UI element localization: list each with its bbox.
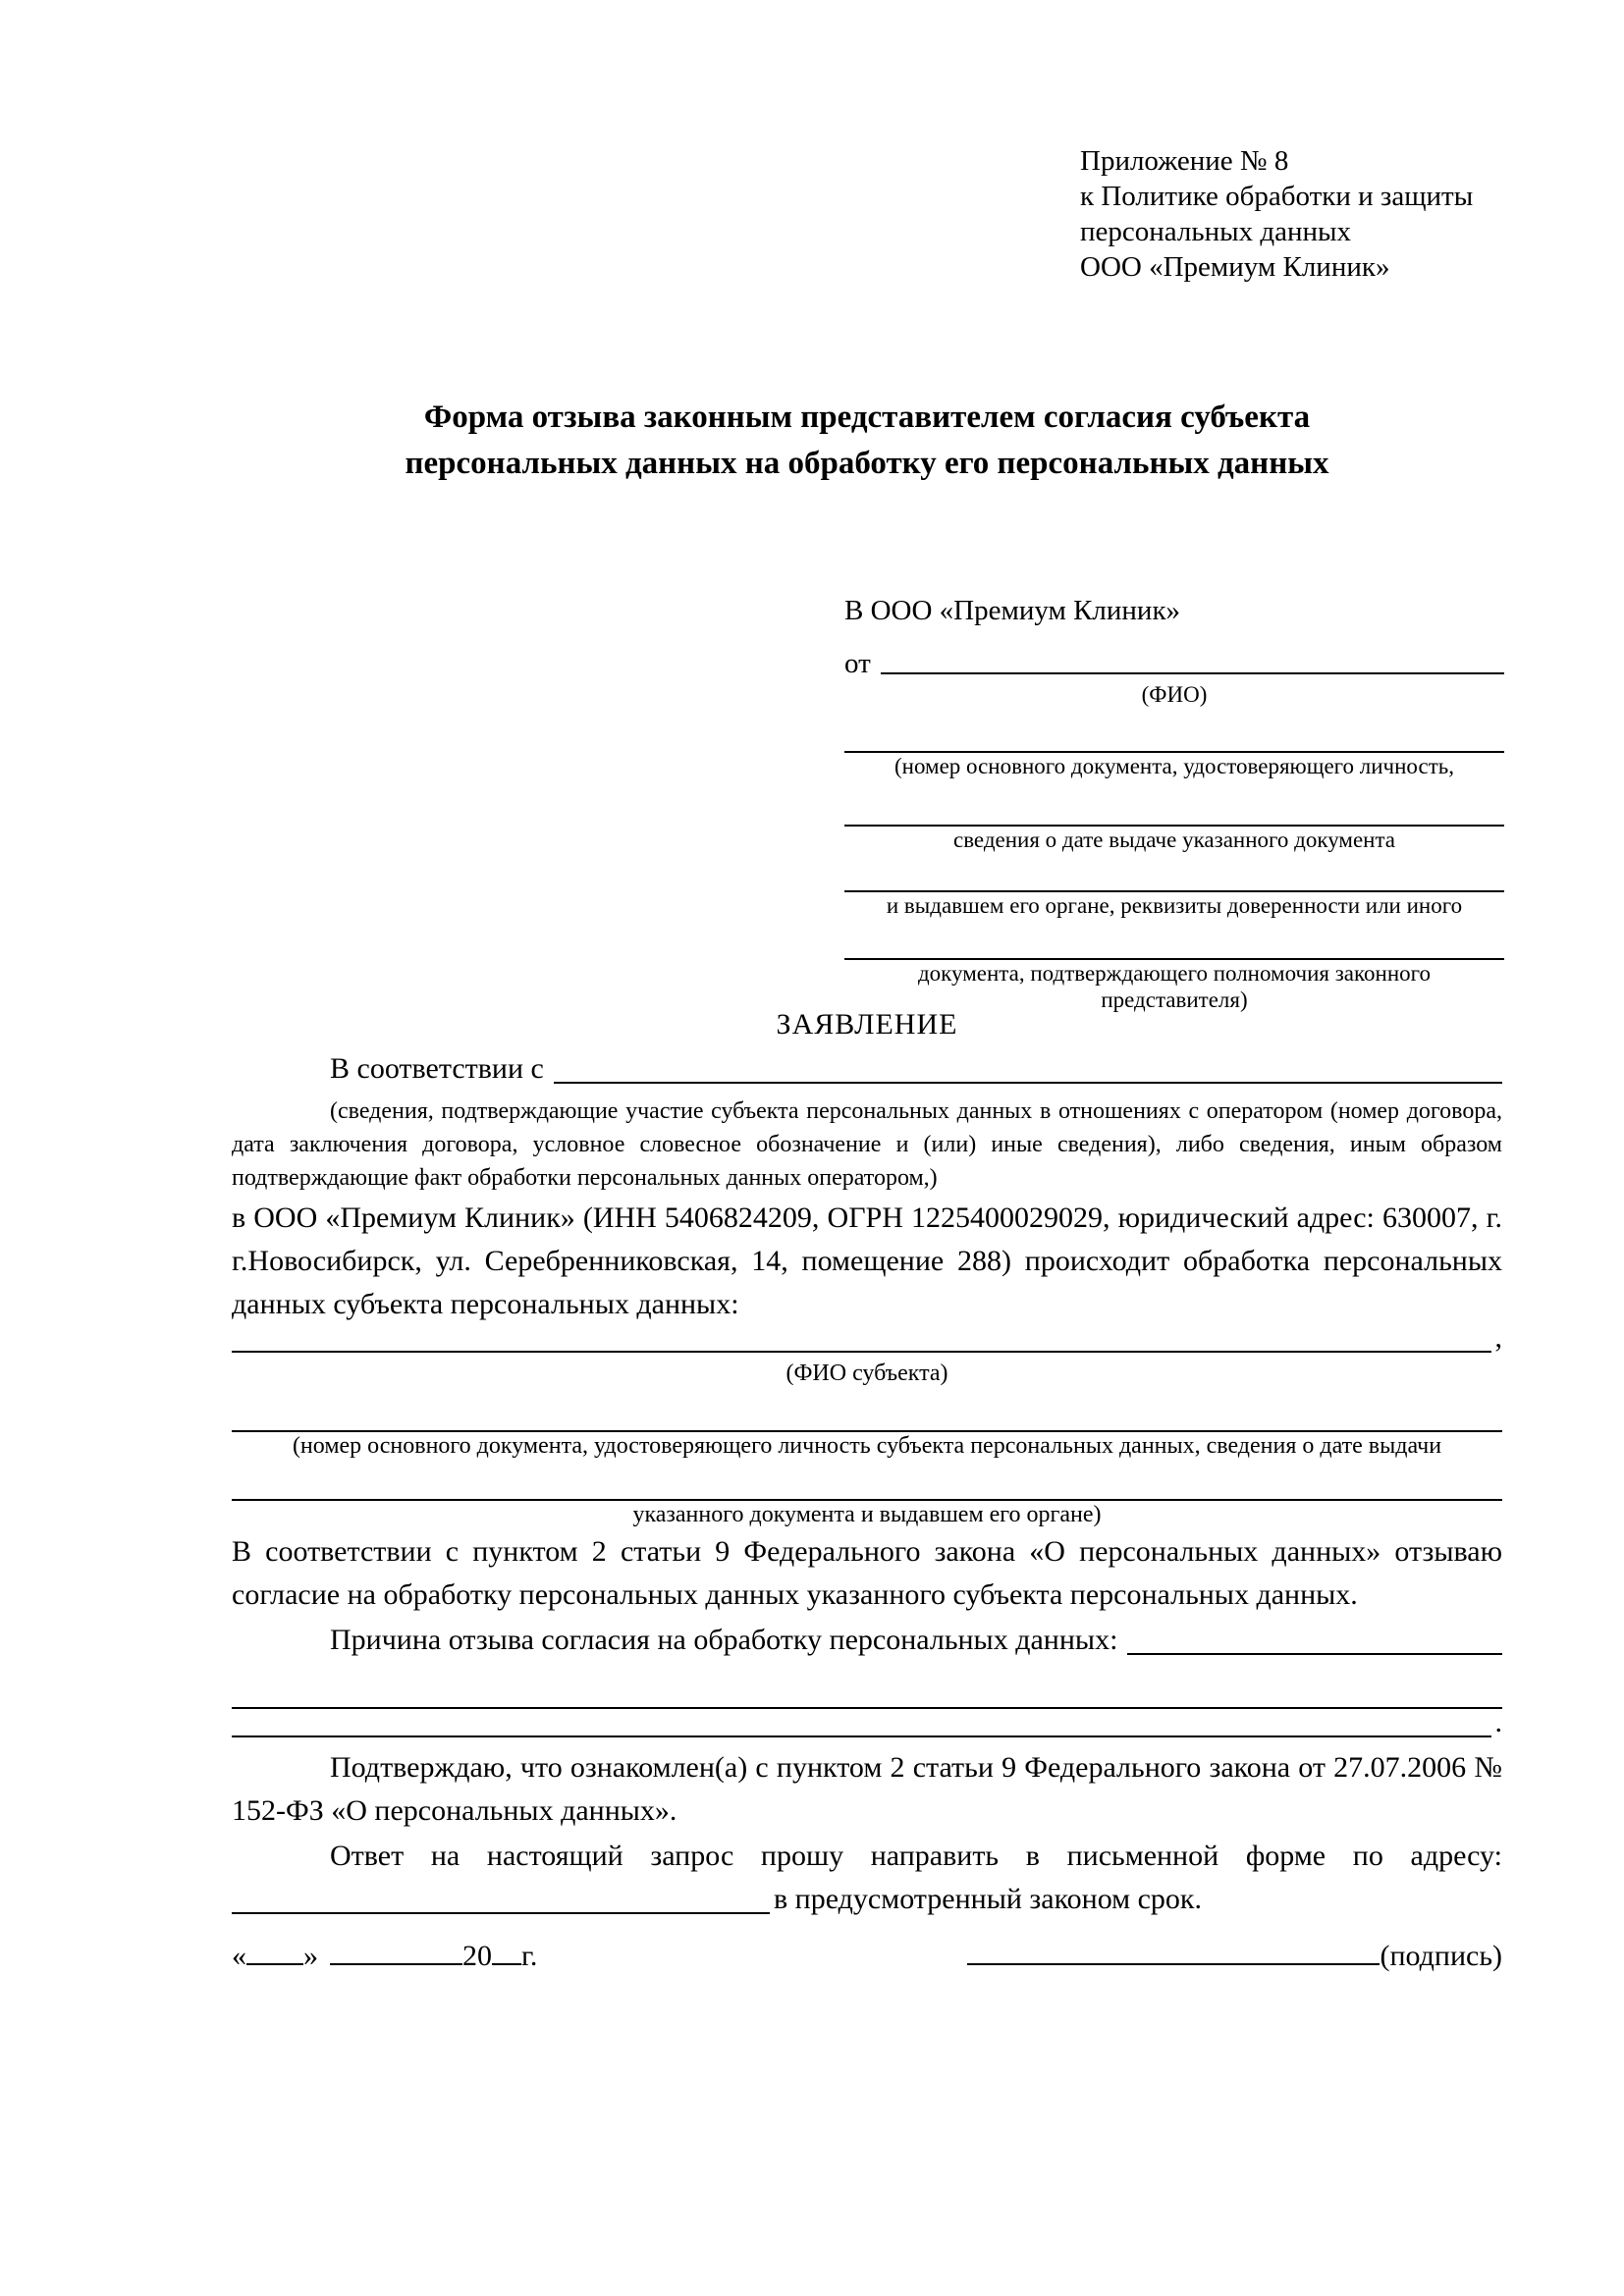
month-blank[interactable] — [330, 1940, 462, 1965]
addressee-org: В ООО «Премиум Клиник» — [844, 595, 1181, 626]
representative-doc-number-blank[interactable] — [844, 708, 1504, 753]
doc-number-caption: (номер основного документа, удостоверяющего личность, — [893, 754, 1454, 778]
appendix-line: к Политике обработки и защиты — [1080, 181, 1474, 212]
signature-caption: (подпись) — [1380, 1940, 1502, 1972]
signature-blank[interactable] — [967, 1940, 1380, 1965]
reply-address-blank[interactable] — [232, 1893, 770, 1914]
subject-doc-caption-2: указанного документа и выдавшем его органе) — [632, 1502, 1102, 1527]
subject-doc-blank[interactable] — [232, 1387, 1502, 1432]
year-suffix: г. — [521, 1940, 538, 1972]
day-blank[interactable] — [246, 1940, 303, 1965]
trailing-comma: , — [1494, 1321, 1502, 1354]
appendix-line: ООО «Премиум Клиник» — [1080, 251, 1390, 283]
basis-row — [232, 1046, 1502, 1091]
document-title — [232, 395, 1502, 487]
reason-line-2-blank[interactable] — [232, 1716, 1491, 1737]
trailing-period: . — [1494, 1706, 1502, 1738]
title-line-1: Форма отзыва законным представителем согласия субъекта — [423, 400, 1311, 435]
reason-line-blank[interactable] — [232, 1670, 1502, 1709]
statement-body — [232, 1003, 1502, 1978]
subject-fio-blank[interactable] — [232, 1331, 1491, 1353]
date-field — [232, 1935, 537, 1978]
reason-lead: Причина отзыва согласия на обработку персональных данных: — [330, 1624, 1118, 1656]
confirm-paragraph: Подтверждаю, что ознакомлен(а) с пунктом 2 статьи 9 Федерального закона от 27.07.2006 № 152-ФЗ «О персональных данных». — [232, 1751, 1502, 1827]
reason-blank[interactable] — [1127, 1633, 1502, 1655]
reply-address-row — [232, 1878, 1502, 1921]
subject-doc-issuer-blank[interactable] — [232, 1460, 1502, 1501]
fio-caption: (ФИО) — [1141, 682, 1208, 707]
basis-note: (сведения, подтверждающие участие субъекта персональных данных в отношениях с оператором (номер договора, дата заключения договора, условное словесное обозначение и (или) иные сведения), либо сведения, иным образом подтверждающие факт обработки персональных данных оператором,) — [232, 1098, 1502, 1191]
appendix-block — [1080, 143, 1473, 285]
title-line-2: персональных данных на обработку его персональных данных — [405, 446, 1329, 481]
statement-heading: ЗАЯВЛЕНИЕ — [776, 1008, 958, 1041]
signature-field — [967, 1935, 1502, 1978]
signature-row — [232, 1933, 1502, 1978]
from-label: от — [844, 648, 871, 679]
reason-row — [232, 1619, 1502, 1662]
reason-line-2-row — [232, 1706, 1502, 1744]
doc-issue-date-blank[interactable] — [844, 779, 1504, 827]
subject-fio-caption: (ФИО субъекта) — [785, 1361, 948, 1386]
addressee-block — [844, 593, 1504, 1013]
operator-paragraph: в ООО «Премиум Клиник» (ИНН 5406824209, ОГРН 1225400029029, юридический адрес: 630007, г. г.Новосибирск, ул. Серебренниковская, 14, помещение 288) происходит обработка персональных данных субъекта персональных данных: — [232, 1201, 1502, 1320]
doc-issue-date-caption: сведения о дате выдаче указанного документа — [952, 828, 1396, 852]
representative-name-blank[interactable] — [881, 653, 1504, 674]
basis-lead: В соответствии с — [330, 1052, 544, 1085]
appendix-line: персональных данных — [1080, 216, 1352, 247]
year-blank[interactable] — [492, 1940, 521, 1965]
withdraw-paragraph: В соответствии с пунктом 2 статьи 9 Федерального закона «О персональных данных» отзываю согласие на обработку персональных данных указанного субъекта персональных данных. — [232, 1535, 1502, 1611]
from-row — [844, 638, 1504, 681]
quote-open: « — [232, 1940, 246, 1972]
authority-doc-caption: документа, подтверждающего полномочия законного представителя) — [917, 961, 1431, 1012]
reply-lead-paragraph: Ответ на настоящий запрос прошу направить в письменной форме по адресу: — [330, 1840, 1502, 1872]
appendix-line: Приложение № 8 — [1080, 145, 1289, 177]
quote-close: » — [303, 1940, 318, 1972]
subject-fio-row — [232, 1321, 1502, 1360]
subject-doc-caption-1: (номер основного документа, удостоверяющего личность субъекта персональных данных, сведения о дате выдачи — [292, 1433, 1442, 1459]
doc-issuer-caption: и выдавшем его органе, реквизиты доверенности или иного — [886, 893, 1463, 918]
basis-blank[interactable] — [554, 1062, 1502, 1084]
reply-tail: в предусмотренный законом срок. — [774, 1883, 1202, 1915]
authority-doc-blank[interactable] — [844, 919, 1504, 960]
century-prefix: 20 — [462, 1940, 492, 1972]
doc-issuer-blank[interactable] — [844, 853, 1504, 892]
